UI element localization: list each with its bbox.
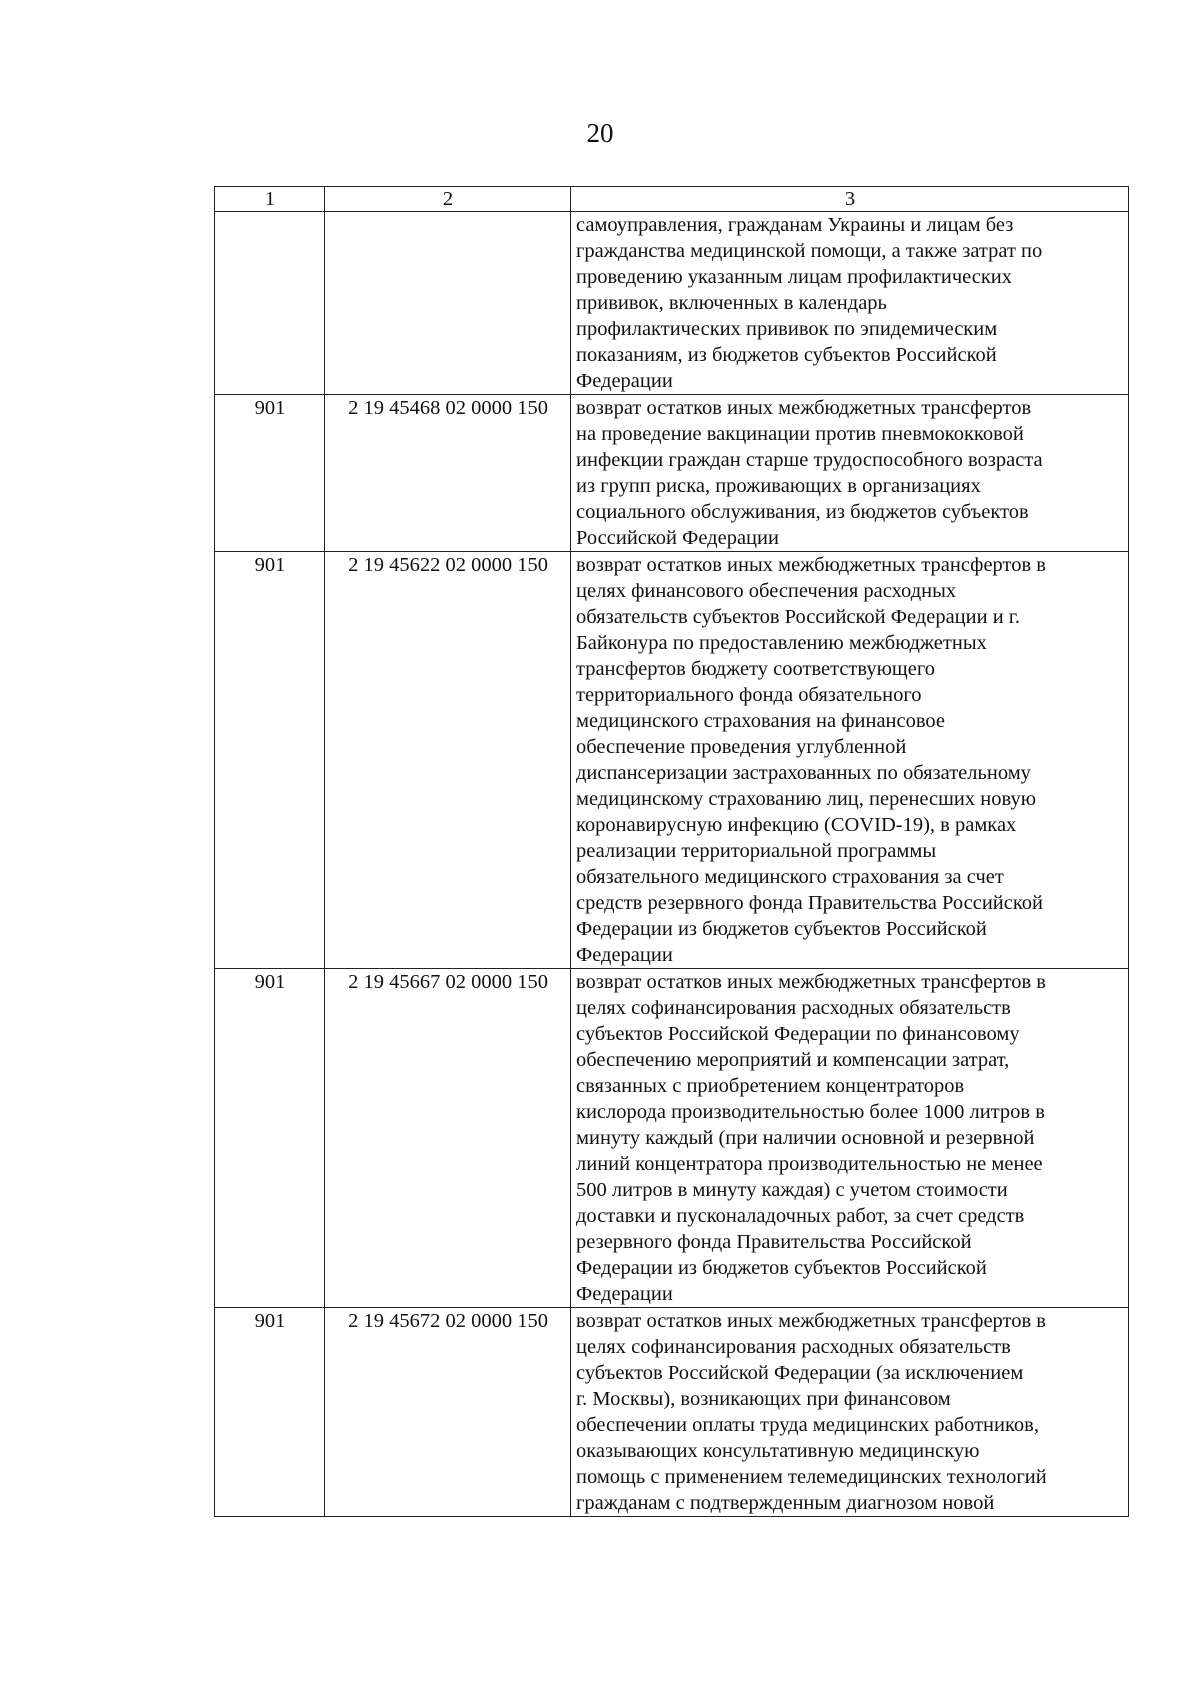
description-line: показаниям, из бюджетов субъектов Российской bbox=[576, 344, 997, 366]
description-line: Федерации bbox=[576, 944, 673, 966]
description-line: возврат остатков иных межбюджетных трансфертов bbox=[576, 397, 1032, 419]
description-line: оказывающих консультативную медицинскую bbox=[576, 1440, 980, 1462]
description-line: коронавирусную инфекцию (COVID-19), в рамках bbox=[576, 814, 1017, 836]
description-line: помощь с применением телемедицинских технологий bbox=[576, 1466, 1047, 1488]
budget-code-cell: 2 19 45672 02 0000 150 bbox=[325, 1308, 571, 1517]
description-line: самоуправления, гражданам Украины и лицам без bbox=[576, 214, 1014, 236]
description-line: гражданам с подтвержденным диагнозом новой bbox=[576, 1492, 995, 1514]
description-line: Федерации bbox=[576, 1283, 673, 1305]
description-line: возврат остатков иных межбюджетных трансфертов в bbox=[576, 554, 1046, 576]
header-col-1: 1 bbox=[215, 187, 325, 212]
description-line: 500 литров в минуту каждая) с учетом стоимости bbox=[576, 1179, 1008, 1201]
page-number: 20 bbox=[586, 118, 614, 148]
header-col-2: 2 bbox=[325, 187, 571, 212]
description-line: Федерации bbox=[576, 370, 673, 392]
budget-code-cell: 2 19 45468 02 0000 150 bbox=[325, 395, 571, 552]
admin-code-cell: 901 bbox=[215, 1308, 325, 1517]
description-line: медицинского страхования на финансовое bbox=[576, 710, 946, 732]
table-header-row bbox=[215, 187, 1129, 212]
table-row bbox=[215, 552, 1129, 969]
description-line: доставки и пусконаладочных работ, за счет средств bbox=[576, 1205, 1025, 1227]
description-line: инфекции граждан старше трудоспособного возраста bbox=[576, 449, 1043, 471]
description-line: г. Москвы), возникающих при финансовом bbox=[576, 1388, 951, 1410]
description-cell bbox=[571, 969, 1129, 1308]
description-line: проведению указанным лицам профилактических bbox=[576, 266, 1013, 288]
budget-code-cell: 2 19 45667 02 0000 150 bbox=[325, 969, 571, 1308]
table-row bbox=[215, 969, 1129, 1308]
budget-codes-table-wrapper bbox=[214, 186, 1128, 1517]
description-line: профилактических прививок по эпидемическим bbox=[576, 318, 998, 340]
description-cell bbox=[571, 395, 1129, 552]
description-line: диспансеризации застрахованных по обязательному bbox=[576, 762, 1031, 784]
table-row bbox=[215, 395, 1129, 552]
description-line: Федерации из бюджетов субъектов Российской bbox=[576, 918, 987, 940]
description-line: линий концентратора производительностью не менее bbox=[576, 1153, 1043, 1175]
description-line: Российской Федерации bbox=[576, 527, 779, 549]
admin-code-cell: 901 bbox=[215, 552, 325, 969]
description-line: территориального фонда обязательного bbox=[576, 684, 922, 706]
budget-code-cell: 2 19 45622 02 0000 150 bbox=[325, 552, 571, 969]
description-line: кислорода производительностью более 1000 литров в bbox=[576, 1101, 1045, 1123]
description-line: субъектов Российской Федерации по финансовому bbox=[576, 1023, 1020, 1045]
header-col-3: 3 bbox=[571, 187, 1129, 212]
admin-code-cell: 901 bbox=[215, 395, 325, 552]
description-line: Федерации из бюджетов субъектов Российской bbox=[576, 1257, 987, 1279]
description-line: минуту каждый (при наличии основной и резервной bbox=[576, 1127, 1035, 1149]
description-line: резервного фонда Правительства Российской bbox=[576, 1231, 972, 1253]
description-line: обеспечении оплаты труда медицинских работников, bbox=[576, 1414, 1039, 1436]
budget-code-cell bbox=[325, 212, 571, 395]
description-line: субъектов Российской Федерации (за исключением bbox=[576, 1362, 1024, 1384]
description-line: из групп риска, проживающих в организациях bbox=[576, 475, 981, 497]
description-line: целях софинансирования расходных обязательств bbox=[576, 1336, 1011, 1358]
table-body bbox=[215, 187, 1129, 1517]
description-line: обязательств субъектов Российской Федерации и г. bbox=[576, 606, 1021, 628]
description-cell bbox=[571, 552, 1129, 969]
description-line: средств резервного фонда Правительства Российской bbox=[576, 892, 1044, 914]
description-line: целях софинансирования расходных обязательств bbox=[576, 997, 1011, 1019]
budget-codes-table bbox=[214, 186, 1129, 1517]
description-line: на проведение вакцинации против пневмококковой bbox=[576, 423, 1024, 445]
admin-code-cell bbox=[215, 212, 325, 395]
description-line: прививок, включенных в календарь bbox=[576, 292, 887, 314]
description-line: реализации территориальной программы bbox=[576, 840, 937, 862]
description-line: возврат остатков иных межбюджетных трансфертов в bbox=[576, 971, 1046, 993]
description-line: целях финансового обеспечения расходных bbox=[576, 580, 957, 602]
description-line: обеспечению мероприятий и компенсации затрат, bbox=[576, 1049, 1010, 1071]
table-row bbox=[215, 212, 1129, 395]
description-line: обязательного медицинского страхования за счет bbox=[576, 866, 1004, 888]
description-line: обеспечение проведения углубленной bbox=[576, 736, 907, 758]
description-line: Байконура по предоставлению межбюджетных bbox=[576, 632, 987, 654]
description-cell bbox=[571, 1308, 1129, 1517]
description-line: гражданства медицинской помощи, а также затрат по bbox=[576, 240, 1043, 262]
admin-code-cell: 901 bbox=[215, 969, 325, 1308]
description-line: медицинскому страхованию лиц, перенесших новую bbox=[576, 788, 1037, 810]
description-line: социального обслуживания, из бюджетов субъектов bbox=[576, 501, 1029, 523]
description-cell bbox=[571, 212, 1129, 395]
description-line: трансфертов бюджету соответствующего bbox=[576, 658, 935, 680]
description-line: возврат остатков иных межбюджетных трансфертов в bbox=[576, 1310, 1046, 1332]
description-line: связанных с приобретением концентраторов bbox=[576, 1075, 965, 1097]
table-row bbox=[215, 1308, 1129, 1517]
